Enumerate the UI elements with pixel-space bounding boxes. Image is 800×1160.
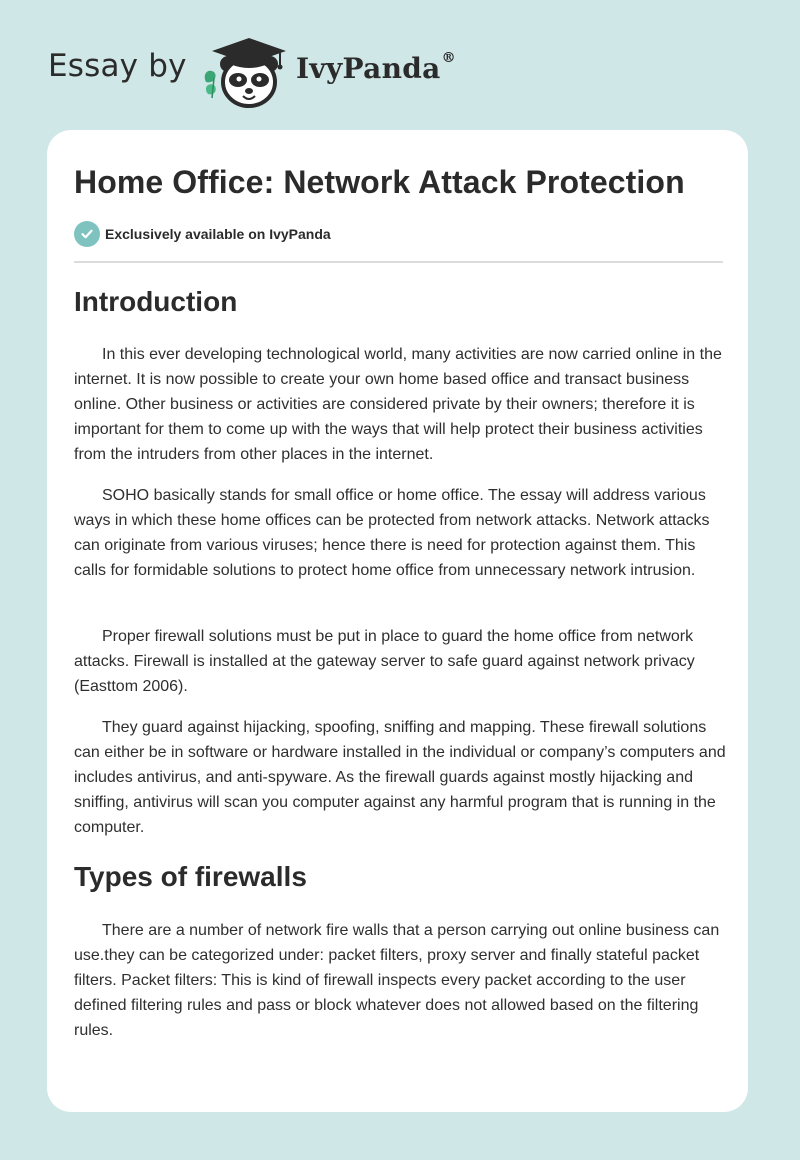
paragraph: Proper firewall solutions must be put in place to guard the home office from network attacks. Firewall is installed at the gateway server to safe guard against network privacy (Easttom 2006). [74,628,695,695]
check-circle-icon [74,221,100,247]
section-heading-introduction: Introduction [74,286,238,317]
site-header [48,34,548,110]
section-heading-types-of-firewalls: Types of firewalls [74,861,307,892]
paragraph: SOHO basically stands for small office or home office. The essay will address various ways in which these home offices can be protected from network attacks. Network attacks can originate from various viruses; hence there is need for protection against them. This calls for formidable solutions to protect home office from unnecessary network intrusion. [74,487,710,579]
paragraph: In this ever developing technological world, many activities are now carried online in the internet. It is now possible to create your own home based office and transact business online. Other business or activities are considered private by their owners; therefore it is important for them to come up with the ways that will help protect their business activities from the intruders from other places in the internet. [74,346,722,463]
essay-card [47,130,748,1112]
essay-by-label: Essay by [48,48,187,84]
exclusive-badge [74,221,331,247]
ivypanda-wordmark[interactable]: IvyPanda® [296,50,456,85]
registered-mark: ® [441,50,456,66]
panda-logo-icon[interactable] [200,34,292,110]
paragraph: They guard against hijacking, spoofing, sniffing and mapping. These firewall solutions can either be in software or hardware installed in the individual or company’s computers and includes antivirus, and anti-spyware. As the firewall guards against mostly hijacking and sniffing, antivirus will scan you computer against any harmful program that is running in the computer. [74,719,726,836]
paragraph: There are a number of network fire walls that a person carrying out online business can use.they can be categorized under: packet filters, proxy server and finally stateful packet filters. Packet filters: This is kind of firewall inspects every packet according to the user defined filtering rules and pass or block whatever does not allowed based on the filtering rules. [74,922,720,1039]
page-title: Home Office: Network Attack Protection [74,164,685,200]
exclusive-badge-text: Exclusively available on IvyPanda [105,226,331,242]
title-divider [74,261,723,263]
